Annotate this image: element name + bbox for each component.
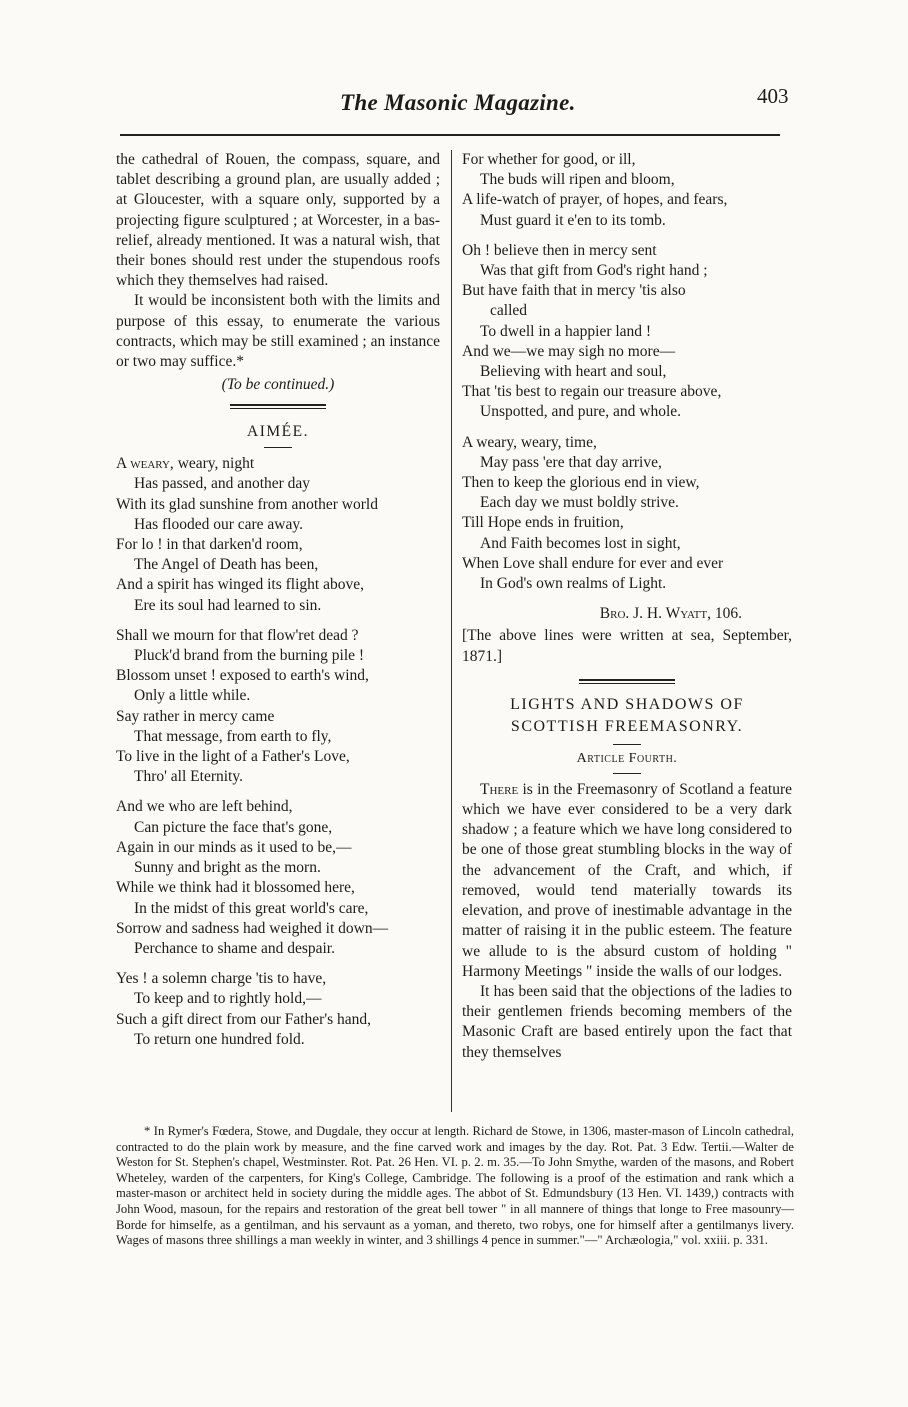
- poem-line: A weary, weary, time,: [462, 433, 597, 451]
- page-number: 403: [757, 84, 789, 108]
- poem-line: But have faith that in mercy 'tis also: [462, 282, 686, 300]
- essay-continuation: [116, 150, 440, 372]
- poem-stanza: [462, 241, 792, 423]
- title-rule: [613, 744, 641, 745]
- poem-line: Was that gift from God's right hand ;: [480, 262, 708, 280]
- poem-line: And a spirit has winged its flight above,: [116, 576, 364, 594]
- poem-first-word: A weary,: [116, 455, 174, 473]
- column-divider: [451, 150, 452, 1112]
- poem-line: Sunny and bright as the morn.: [134, 859, 321, 877]
- poem-line: That 'tis best to regain our treasure above,: [462, 383, 722, 401]
- poem-line: For whether for good, or ill,: [462, 151, 636, 168]
- poem-line: To return one hundred fold.: [134, 1030, 305, 1048]
- poem-line: The Angel of Death has been,: [134, 556, 319, 574]
- article-paragraph: It has been said that the objections of the ladies to their gentlemen friends becoming members of the Masonic Craft are based entirely upon the fact that they themselves: [462, 982, 792, 1061]
- poem-line: Again in our minds as it used to be,—: [116, 838, 352, 856]
- article-paragraph: There is in the Freemasonry of Scotland a feature which we have ever considered to be a very dark shadow ; a feature which we have long considered to be one of those great stumbling blocks in the way of the advancement of the Craft, and which, if removed, would tend materially towards its elevation, and prove of inestimable advantage in the matter of raising it in the public esteem. The feature we allude to is the absurd custom of holding " Harmony Meetings " inside the walls of our lodges.: [462, 780, 792, 980]
- poem-line: Yes ! a solemn charge 'tis to have,: [116, 970, 327, 988]
- poem-line: Pluck'd brand from the burning pile !: [134, 647, 365, 665]
- poem-stanza: [116, 797, 440, 959]
- essay-paragraph: the cathedral of Rouen, the compass, square, and tablet describing a ground plan, are usually added ; at Gloucester, with a square only, supported by a projecting figure sculptured ; at Worcester, in a bas-relief, already mentioned. It was a natural wish, that their bones should rest under the stupendous roofs which they themselves had raised.: [116, 151, 440, 290]
- poem-line: While we think had it blossomed here,: [116, 879, 355, 897]
- article-title: [462, 694, 792, 738]
- poem-stanza: [116, 626, 440, 788]
- to-be-continued: (To be continued.): [221, 376, 335, 394]
- right-column: [462, 150, 792, 1063]
- poem-line: Thro' all Eternity.: [134, 768, 243, 786]
- poem-line: Blossom unset ! exposed to earth's wind,: [116, 667, 369, 685]
- poem-line: Can picture the face that's gone,: [134, 818, 333, 836]
- poem: [116, 454, 440, 1050]
- running-title: The Masonic Magazine.: [340, 90, 576, 115]
- footnote-text: * In Rymer's Fœdera, Stowe, and Dugdale, they occur at length. Richard de Stowe, in 1306, master-mason of Lincoln cathedral, contracted to do the plain work by measure, and the fine carved work and images by the day. Rot. Pat. 3 Edw. Tertii.—Walter de Weston for St. Stephen's chapel, Westminster. Rot. Pat. 26 Hen. VI. p. 2. m. 35.—To John Smythe, warden of the masons, and Robert Wheteley, warden of the carpenters, for King's College, Cambridge. The following is a proof of the estimation and rank which a master-mason or architect held in society during the middle ages. The abbot of St. Edmundsbury (13 Hen. VI. 1439,) contracts with John Wood, masoun, for the repairs and restoration of the great bell tower " in all mannere of things that longe to Free masounry—Borde for himselfe, as a gentilman, and his servaunt as a yoman, and thereto, two robys, one for himself after a gentilmanys livery. Wages of masons three shillings a man weekly in winter, and 3 shillings 4 pence in summer."—" Archæologia," vol. xxiii. p. 331.: [116, 1124, 794, 1248]
- poem-line: And we—we may sigh no more—: [462, 342, 676, 360]
- poem-line: For lo ! in that darken'd room,: [116, 536, 303, 554]
- article-title-line: LIGHTS AND SHADOWS OF: [510, 695, 744, 713]
- poem-stanza: [116, 969, 440, 1050]
- section-double-rule: [230, 404, 326, 409]
- poem-line: Shall we mourn for that flow'ret dead ?: [116, 626, 359, 644]
- poem-stanza: [462, 150, 792, 231]
- article-title-line: SCOTTISH FREEMASONRY.: [510, 717, 744, 735]
- poem-continued: [462, 150, 792, 594]
- poem-line: Each day we must boldly strive.: [480, 494, 679, 512]
- editorial-note: [The above lines were written at sea, September, 1871.]: [462, 627, 792, 665]
- section-double-rule: [579, 679, 675, 684]
- poem-line: In God's own realms of Light.: [480, 575, 667, 593]
- poem-line: Then to keep the glorious end in view,: [462, 474, 700, 492]
- poem-line: Unspotted, and pure, and whole.: [480, 403, 682, 421]
- poem-stanza: [116, 454, 440, 616]
- poem-signature: Bro. J. H. Wyatt, 106.: [599, 605, 742, 623]
- poem-line: And Faith becomes lost in sight,: [480, 534, 681, 552]
- article-first-word: There: [480, 780, 519, 798]
- poem-line: Has flooded our care away.: [134, 515, 303, 533]
- poem-line: Has passed, and another day: [134, 475, 311, 493]
- poem-line: When Love shall endure for ever and ever: [462, 554, 724, 572]
- footnote: [116, 1124, 794, 1249]
- header-rule: [120, 134, 780, 136]
- subtitle-rule: [613, 773, 641, 774]
- poem-line: That message, from earth to fly,: [134, 727, 332, 745]
- title-rule: [264, 447, 292, 448]
- poem-line: In the midst of this great world's care,: [134, 899, 369, 917]
- poem-line: Must guard it e'en to its tomb.: [480, 211, 666, 229]
- poem-line: Ere its soul had learned to sin.: [134, 596, 322, 614]
- poem-line: A life-watch of prayer, of hopes, and fears,: [462, 191, 728, 209]
- article-body: [462, 780, 792, 1063]
- poem-line: Till Hope ends in fruition,: [462, 514, 624, 532]
- poem-line: Oh ! believe then in mercy sent: [462, 241, 657, 259]
- poem-line: Believing with heart and soul,: [480, 363, 667, 381]
- left-column: [116, 150, 440, 1060]
- poem-line: And we who are left behind,: [116, 798, 293, 816]
- poem-line: The buds will ripen and bloom,: [480, 171, 675, 189]
- poem-line: With its glad sunshine from another world: [116, 495, 378, 513]
- poem-line: Sorrow and sadness had weighed it down—: [116, 919, 389, 937]
- poem-line: Perchance to shame and despair.: [134, 939, 335, 957]
- poem-line: To keep and to rightly hold,—: [134, 990, 322, 1008]
- article-subtitle: Article Fourth.: [576, 750, 678, 766]
- page-header: [0, 84, 908, 124]
- poem-line: Only a little while.: [134, 687, 251, 705]
- poem-line: called: [490, 302, 528, 320]
- essay-paragraph: It would be inconsistent both with the limits and purpose of this essay, to enumerate the various contracts, which may be still examined ; an instance or two may suffice.*: [116, 292, 440, 371]
- poem-line: May pass 'ere that day arrive,: [480, 453, 662, 471]
- poem-line: A weary, weary, night: [116, 455, 255, 473]
- poem-line: Such a gift direct from our Father's hand,: [116, 1010, 372, 1028]
- poem-line: To live in the light of a Father's Love,: [116, 748, 350, 766]
- poem-stanza: [462, 433, 792, 595]
- poem-line: Say rather in mercy came: [116, 707, 275, 725]
- poem-line: To dwell in a happier land !: [480, 322, 652, 340]
- poem-title: AIMÉE.: [247, 423, 309, 441]
